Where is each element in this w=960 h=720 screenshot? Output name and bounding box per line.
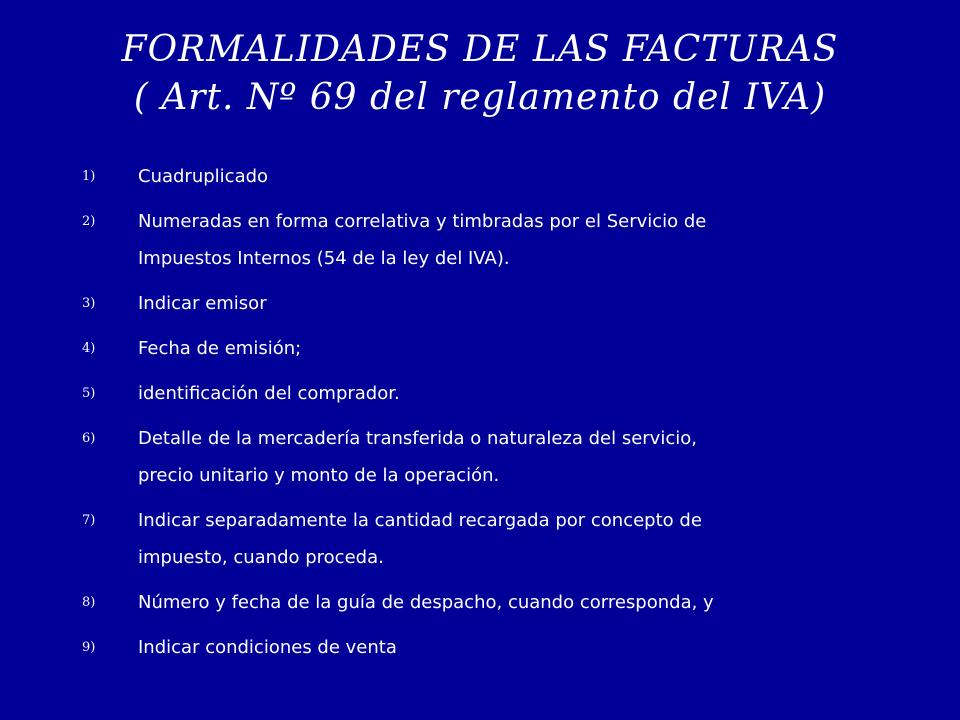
item-text-line: Número y fecha de la guía de despacho, cuando corresponda, y — [138, 592, 714, 613]
item-text — [138, 420, 902, 494]
item-text — [138, 158, 902, 195]
item-text — [138, 203, 902, 277]
item-text — [138, 375, 902, 412]
item-number: 1) — [82, 169, 96, 184]
item-number: 4) — [82, 341, 96, 356]
item-number: 7) — [82, 513, 96, 528]
title-line-1: FORMALIDADES DE LAS FACTURAS — [121, 29, 839, 70]
item-text-line: Indicar condiciones de venta — [138, 637, 397, 658]
list-item-5 — [82, 375, 902, 412]
item-text-line: Fecha de emisión; — [138, 338, 302, 359]
list-item-3 — [82, 285, 902, 322]
list-item-4 — [82, 330, 902, 367]
item-text — [138, 629, 902, 666]
item-number: 6) — [82, 431, 96, 446]
title-line-2: ( Art. Nº 69 del reglamento del IVA) — [133, 77, 827, 118]
item-text-line: Cuadruplicado — [138, 166, 269, 187]
item-number: 5) — [82, 386, 96, 401]
list-item-8 — [82, 584, 902, 621]
item-text-line: Indicar separadamente la cantidad recargada por concepto de — [138, 510, 702, 531]
item-text — [138, 285, 902, 322]
item-text — [138, 502, 902, 576]
item-text — [138, 584, 902, 621]
slide-title — [40, 26, 920, 122]
list-item-6 — [82, 420, 902, 494]
item-text-line: Indicar emisor — [138, 293, 267, 314]
item-text-line: Numeradas en forma correlativa y timbradas por el Servicio de — [138, 211, 707, 232]
item-number: 8) — [82, 595, 96, 610]
item-text — [138, 330, 902, 367]
list-item-1 — [82, 158, 902, 195]
list-item-2 — [82, 203, 902, 277]
item-number: 3) — [82, 296, 96, 311]
item-text-line: impuesto, cuando proceda. — [138, 547, 384, 568]
item-number: 9) — [82, 640, 96, 655]
requirements-list — [82, 158, 902, 674]
item-text-line: identificación del comprador. — [138, 383, 400, 404]
item-text-line: Impuestos Internos (54 de la ley del IVA). — [138, 248, 510, 269]
item-text-line: precio unitario y monto de la operación. — [138, 465, 500, 486]
list-item-7 — [82, 502, 902, 576]
item-text-line: Detalle de la mercadería transferida o naturaleza del servicio, — [138, 428, 697, 449]
item-number: 2) — [82, 214, 96, 229]
list-item-9 — [82, 629, 902, 666]
